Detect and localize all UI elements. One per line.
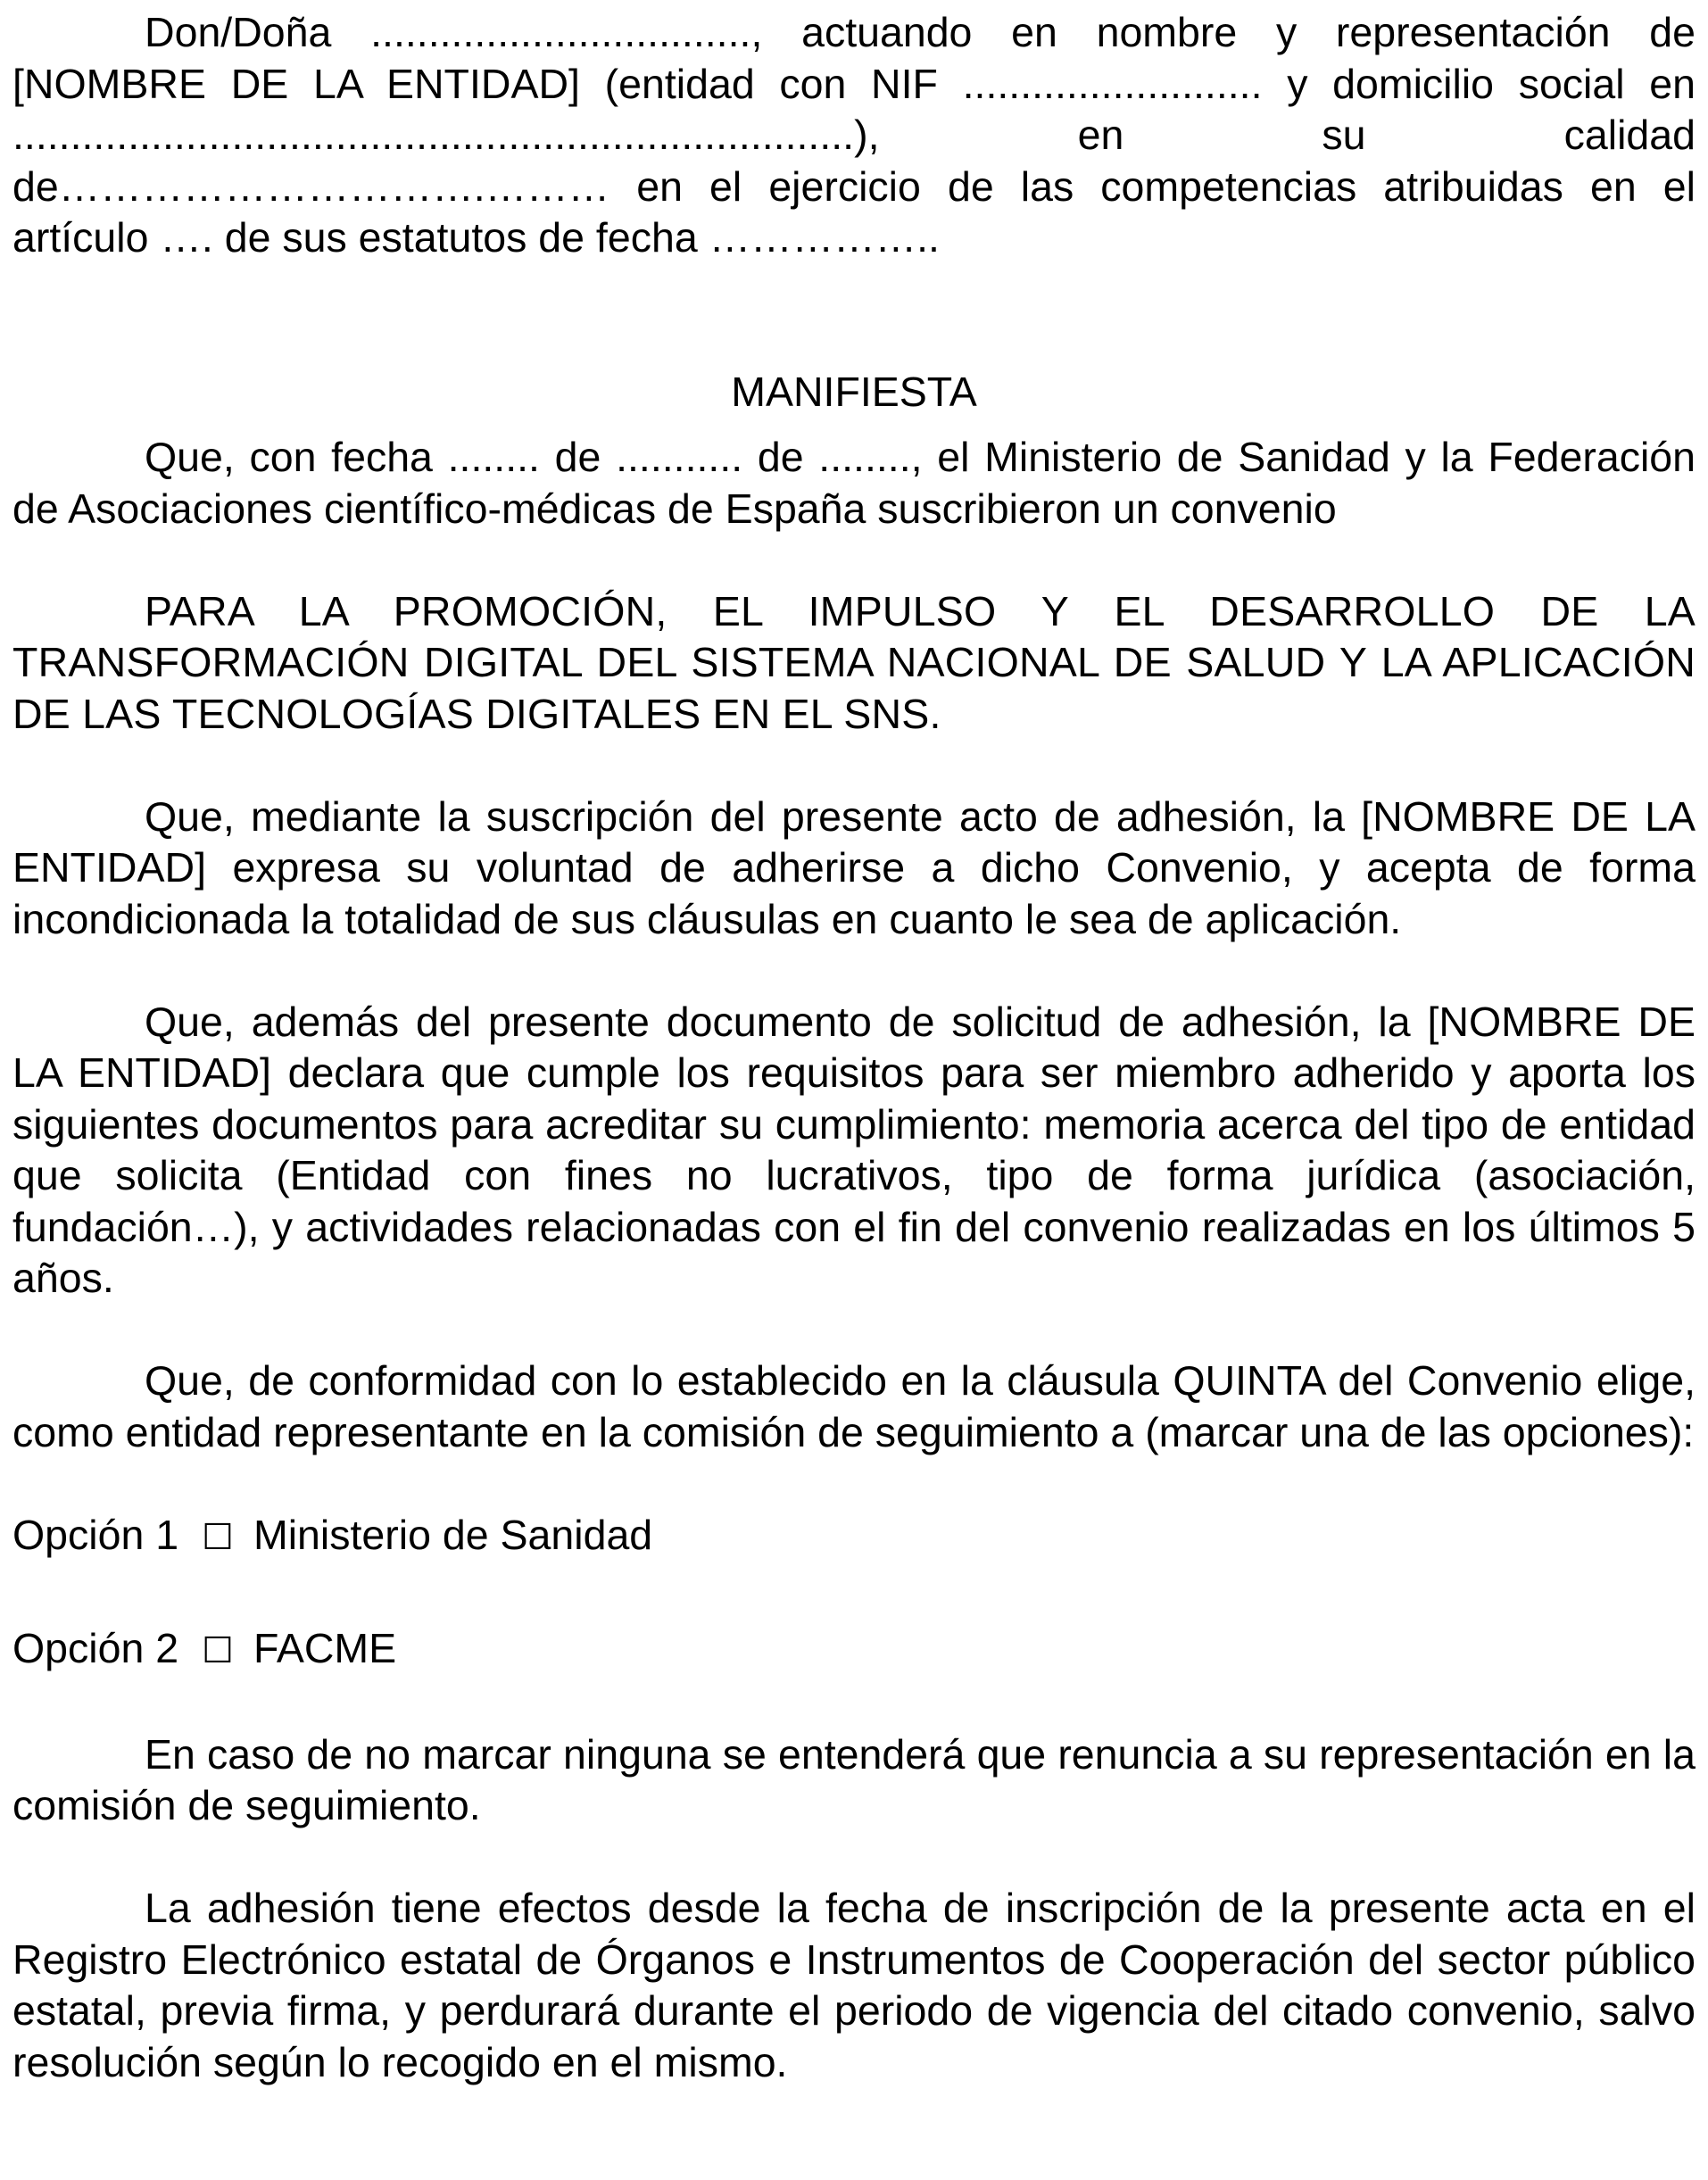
spacer: [12, 264, 1696, 367]
spacer: [12, 945, 1696, 997]
paragraph-titulo-convenio: PARA LA PROMOCIÓN, EL IMPULSO Y EL DESARROLLO DE LA TRANSFORMACIÓN DIGITAL DEL SISTEMA NACIONAL DE SALUD Y LA APLICACIÓN DE LAS TECNOLOGÍAS DIGITALES EN EL SNS.: [12, 587, 1696, 737]
spacer: [12, 1305, 1696, 1356]
paragraph-requisitos: Que, además del presente documento de solicitud de adhesión, la [NOMBRE DE LA ENTIDAD] declara que cumple los requisitos para ser miembro adherido y aporta los siguientes documentos para acreditar su cumplimiento: memoria acerca del tipo de entidad que solicita (Entidad con fines no lucrativos, tipo de forma jurídica (asociación, fundación…), y actividades relacionadas con el fin del convenio realizadas en los últimos 5 años.: [12, 998, 1696, 1301]
spacer: [12, 418, 1696, 432]
option-2: [12, 1623, 1696, 1678]
option-2-text: FACME: [253, 1625, 397, 1671]
option-1-checkbox[interactable]: ☐: [202, 1516, 234, 1558]
spacer: [12, 1678, 1696, 1729]
option-2-label: Opción 2: [12, 1625, 179, 1671]
spacer: [12, 535, 1696, 586]
document-page: [12, 7, 1696, 2088]
intro-paragraph: Don/Doña ................................., actuando en nombre y representación de [NOMBRE DE LA ENTIDAD] (entidad con NIF .......................... y domicilio social en .........................................................................), en su calidad de………………………….……… en el ejercicio de las competencias atribuidas en el artículo …. de sus estatutos de fecha ……………..: [12, 9, 1696, 261]
option-1-text: Ministerio de Sanidad: [253, 1511, 653, 1558]
spacer: [12, 1458, 1696, 1510]
paragraph-fecha-convenio: Que, con fecha ........ de ........... de ........, el Ministerio de Sanidad y la Federación de Asociaciones científico-médicas de España suscribieron un convenio: [12, 434, 1696, 532]
spacer: [12, 1832, 1696, 1884]
option-1: [12, 1510, 1696, 1564]
heading-manifiesta: MANIFIESTA: [731, 368, 977, 415]
option-2-checkbox[interactable]: ☐: [202, 1630, 234, 1671]
paragraph-renuncia: En caso de no marcar ninguna se entenderá que renuncia a su representación en la comisión de seguimiento.: [12, 1730, 1696, 1828]
spacer: [12, 740, 1696, 792]
paragraph-clausula-quinta: Que, de conformidad con lo establecido en la cláusula QUINTA del Convenio elige, como entidad representante en la comisión de seguimiento a (marcar una de las opciones):: [12, 1357, 1696, 1455]
paragraph-adhesion: Que, mediante la suscripción del presente acto de adhesión, la [NOMBRE DE LA ENTIDAD] expresa su voluntad de adherirse a dicho Convenio, y acepta de forma incondicionada la totalidad de sus cláusulas en cuanto le sea de aplicación.: [12, 792, 1696, 942]
spacer: [12, 1563, 1696, 1623]
option-1-label: Opción 1: [12, 1511, 179, 1558]
paragraph-efectos: La adhesión tiene efectos desde la fecha de inscripción de la presente acta en el Registro Electrónico estatal de Órganos e Instrumentos de Cooperación del sector público estatal, previa firma, y perdurará durante el periodo de vigencia del citado convenio, salvo resolución según lo recogido en el mismo.: [12, 1885, 1696, 2085]
